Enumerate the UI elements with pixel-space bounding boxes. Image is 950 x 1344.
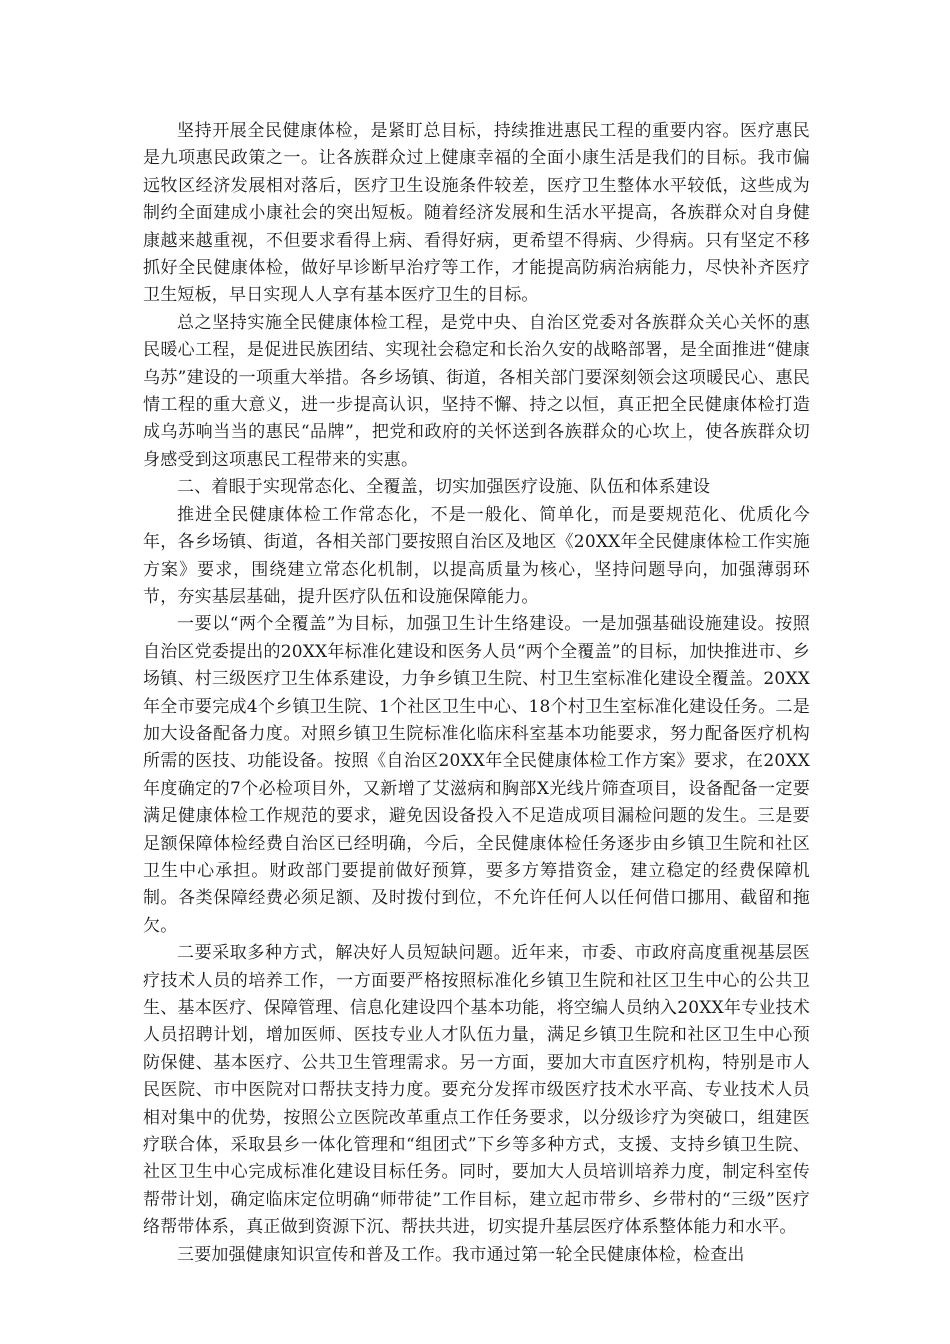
paragraph-3: 推进全民健康体检工作常态化，不是一般化、简单化，而是要规范化、优质化今年，各乡场镇、街道，各相关部门要按照自治区及地区《20XX年全民健康体检工作实施方案》要求，围绕建立常态化机制，以提高质量为核心，坚持问题导向，加强薄弱环节，夯实基层基础，提升医疗队伍和设施保障能力。 (143, 504, 810, 607)
paragraph-1: 坚持开展全民健康体检，是紧盯总目标，持续推进惠民工程的重要内容。医疗惠民是九项惠民政策之一。让各族群众过上健康幸福的全面小康生活是我们的目标。我市偏远牧区经济发展相对落后，医疗卫生设施条件较差，医疗卫生整体水平较低，这些成为制约全面建成小康社会的突出短板。随着经济发展和生活水平提高，各族群众对自身健康越来越重视，不但要求看得上病、看得好病，更希望不得病、少得病。只有坚定不移抓好全民健康体检，做好早诊断早治疗等工作，才能提高防病治病能力，尽快补齐医疗卫生短板，早日实现人人享有基本医疗卫生的目标。 (143, 121, 810, 306)
paragraph-5: 二要采取多种方式，解决好人员短缺问题。近年来，市委、市政府高度重视基层医疗技术人员的培养工作，一方面要严格按照标准化乡镇卫生院和社区卫生中心的公共卫生、基本医疗、保障管理、信息化建设四个基本功能，将空编人员纳入20XX年专业技术人员招聘计划，增加医师、医技专业人才队伍力量，满足乡镇卫生院和社区卫生中心预防保健、基本医疗、公共卫生管理需求。另一方面，要加大市直医疗机构，特别是市人民医院、市中医院对口帮扶支持力度。要充分发挥市级医疗技术水平高、专业技术人员相对集中的优势，按照公立医院改革重点工作任务要求，以分级诊疗为突破口，组建医疗联合体，采取县乡一体化管理和“组团式”下乡等多种方式，支援、支持乡镇卫生院、社区卫生中心完成标准化建设目标任务。同时，要加大人员培训培养力度，制定科室传帮带计划，确定临床定位明确“师带徒”工作目标，建立起市带乡、乡带村的“三级”医疗络帮带体系，真正做到资源下沉、帮扶共进，切实提升基层医疗体系整体能力和水平。 (143, 943, 810, 1238)
paragraph-6: 三要加强健康知识宣传和普及工作。我市通过第一轮全民健康体检，检查出 (177, 1244, 745, 1265)
paragraph-4: 一要以“两个全覆盖”为目标，加强卫生计生络建设。一是加强基础设施建设。按照自治区党委提出的20XX年标准化建设和医务人员“两个全覆盖”的目标，加快推进市、乡场镇、村三级医疗卫生体系建设，力争乡镇卫生院、村卫生室标准化建设全覆盖。20XX年全市要完成4个乡镇卫生院、1个社区卫生中心、18个村卫生室标准化建设任务。二是加大设备配备力度。对照乡镇卫生院标准化临床科室基本功能要求，努力配备医疗机构所需的医技、功能设备。按照《自治区20XX年全民健康体检工作方案》要求，在20XX年度确定的7个必检项目外，又新增了艾滋病和胸部X光线片筛查项目，设备配备一定要满足健康体检工作规范的要求，避免因设备投入不足造成项目漏检问题的发生。三是要足额保障体检经费自治区已经明确，今后，全民健康体检任务逐步由乡镇卫生院和社区卫生中心承担。财政部门要提前做好预算，要多方筹措资金，建立稳定的经费保障机制。各类保障经费必须足额、及时拨付到位，不允许任何人以任何借口挪用、截留和拖欠。 (143, 614, 810, 936)
section-heading-2: 二、着眼于实现常态化、全覆盖，切实加强医疗设施、队伍和体系建设 (177, 477, 711, 498)
paragraph-2: 总之坚持实施全民健康体检工程，是党中央、自治区党委对各族群众关心关怀的惠民暖心工程，是促进民族团结、实现社会稳定和长治久安的战略部署，是全面推进“健康乌苏”建设的一项重大举措。各乡场镇、街道，各相关部门要深刻领会这项暖民心、惠民情工程的重大意义，进一步提高认识，坚持不懈、持之以恒，真正把全民健康体检打造成乌苏响当当的惠民“品牌”，把党和政府的关怀送到各族群众的心坎上，使各族群众切身感受到这项惠民工程带来的实惠。 (143, 312, 810, 470)
